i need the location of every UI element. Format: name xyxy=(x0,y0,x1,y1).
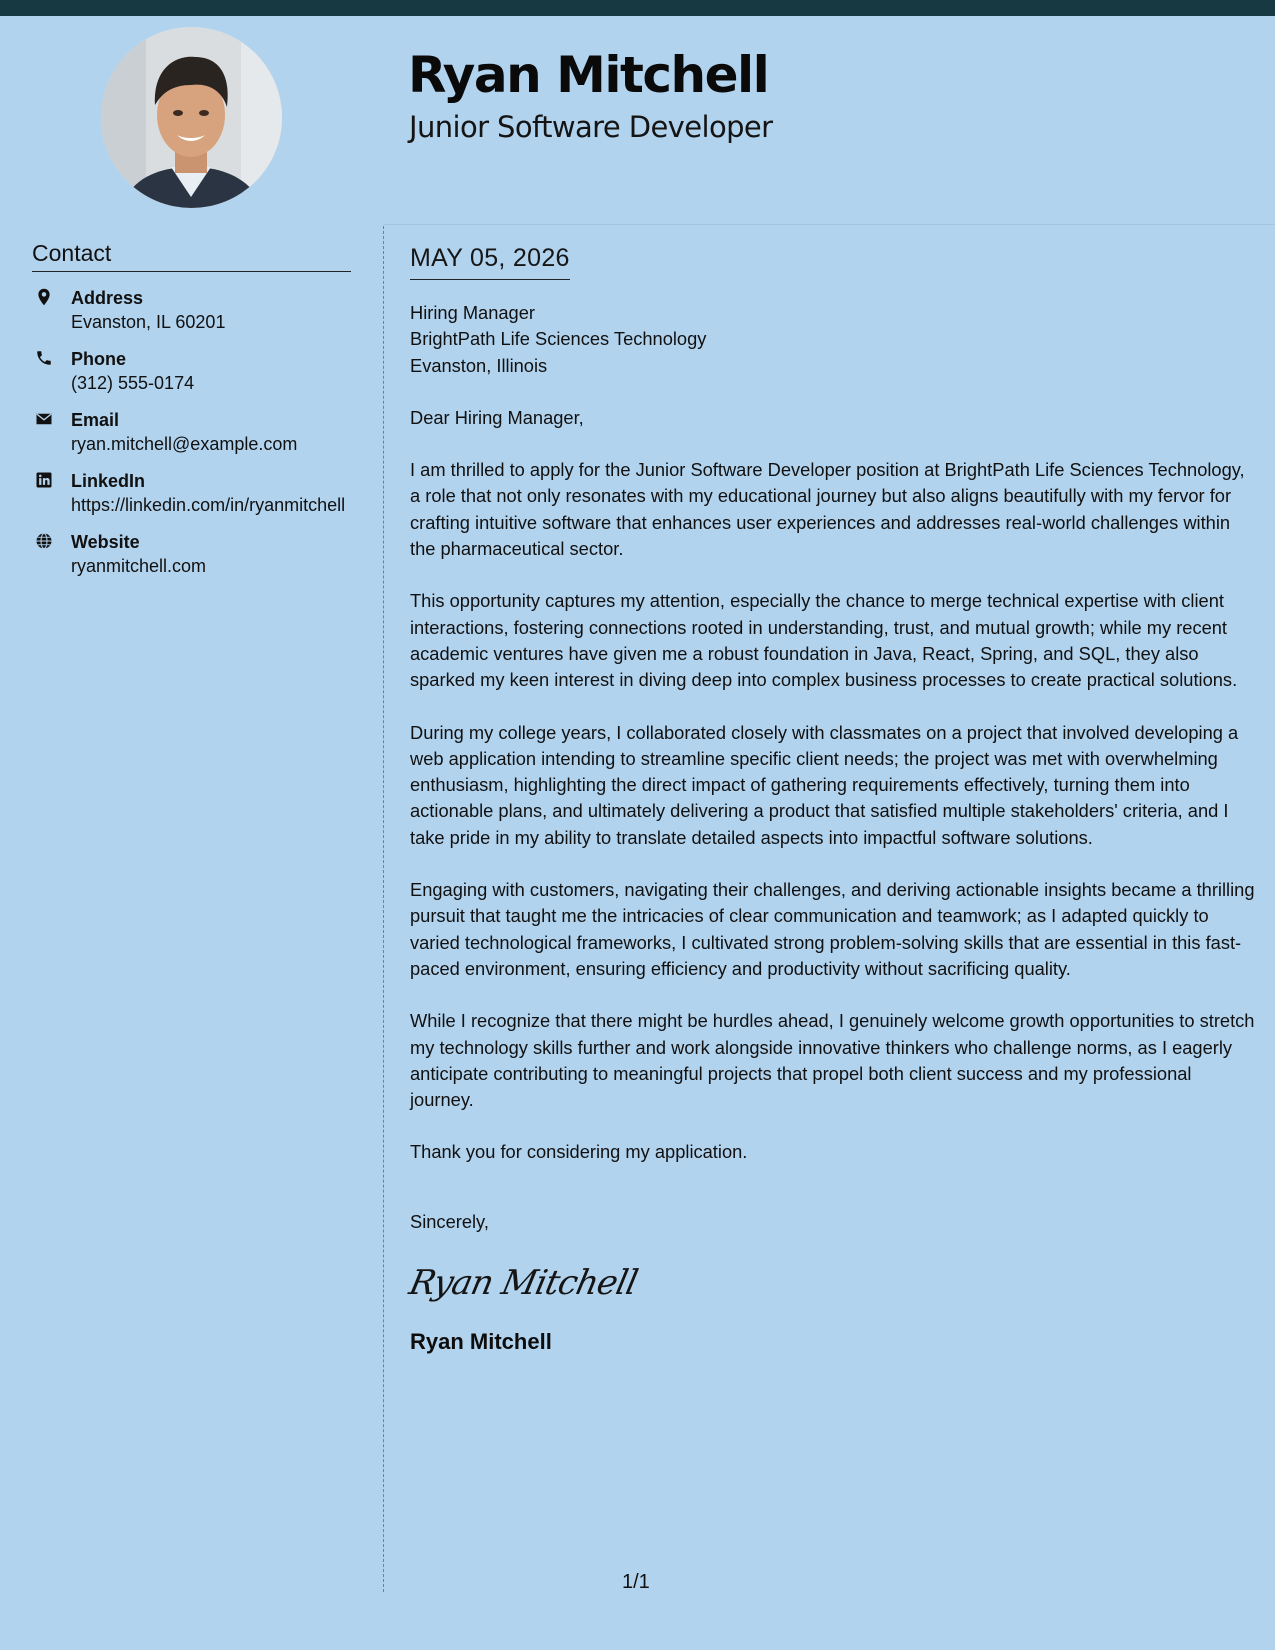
contact-address xyxy=(32,286,351,334)
signature: Ryan Mitchell xyxy=(405,1263,641,1304)
contact-label: LinkedIn xyxy=(71,471,146,491)
contact-label: Phone xyxy=(71,349,127,369)
contact-value[interactable]: ryan.mitchell@example.com xyxy=(71,434,298,454)
contact-linkedin xyxy=(32,469,351,517)
body-paragraph: During my college years, I collaborated closely with classmates on a project that involved developing a web application intending to streamline specific client needs; the project was met with overwhelming enthusiasm, highlighting the direct impact of gathering requirements effectively, turning them into actionable plans, and ultimately delivering a product that satisfied multiple stakeholders' criteria, and I take pride in my ability to translate detailed aspects into impactful software solutions. xyxy=(410,721,1239,848)
contact-phone xyxy=(32,347,351,395)
header-divider xyxy=(384,224,1275,225)
phone-icon xyxy=(35,349,53,367)
contact-value[interactable]: https://linkedin.com/in/ryanmitchell xyxy=(71,495,346,515)
column-divider xyxy=(383,226,384,1592)
body-paragraph: Thank you for considering my application. xyxy=(410,1141,748,1163)
recipient-line: Evanston, Illinois xyxy=(410,354,548,376)
contact-value: (312) 555-0174 xyxy=(71,373,195,393)
closing: Sincerely, xyxy=(410,1210,489,1232)
body-paragraph: I am thrilled to apply for the Junior Software Developer position at BrightPath Life Sciences Technology, a role that not only resonates with my educational journey but also aligns beautifully with my fervor for crafting intuitive software that enhances user experiences and addresses real-world challenges within the pharmaceutical sector. xyxy=(410,459,1245,560)
globe-icon xyxy=(35,532,53,550)
body-paragraph: This opportunity captures my attention, especially the chance to merge technical expertise with client interactions, fostering connections rooted in understanding, trust, and mutual growth; while my recent academic ventures have given me a robust foundation in Java, React, Spring, and SQL, they also sparked my keen interest in diving deep into complex business processes to create practical solutions. xyxy=(410,590,1238,691)
contact-sidebar xyxy=(32,240,351,578)
job-title: Junior Software Developer xyxy=(409,110,773,144)
envelope-icon xyxy=(35,410,53,428)
contact-label: Website xyxy=(71,532,140,552)
contact-value[interactable]: ryanmitchell.com xyxy=(71,556,207,576)
contact-value: Evanston, IL 60201 xyxy=(71,312,226,332)
profile-photo xyxy=(101,27,282,208)
page-number: 1/1 xyxy=(622,1571,650,1593)
letter-body xyxy=(405,244,1255,1355)
contact-label: Address xyxy=(71,288,144,308)
contact-email xyxy=(32,408,351,456)
recipient-block xyxy=(410,300,1255,379)
recipient-line: BrightPath Life Sciences Technology xyxy=(410,328,707,350)
top-bar xyxy=(0,0,1275,16)
letter-date: MAY 05, 2026 xyxy=(410,244,570,280)
avatar xyxy=(101,27,282,208)
recipient-line: Hiring Manager xyxy=(410,302,535,323)
body-paragraph: While I recognize that there might be hurdles ahead, I genuinely welcome growth opportunities to stretch my technology skills further and work alongside innovative thinkers who challenge norms, as I eagerly anticipate contributing to meaningful projects that propel both client success and my professional journey. xyxy=(410,1010,1255,1111)
salutation: Dear Hiring Manager, xyxy=(410,406,584,428)
contact-website xyxy=(32,530,351,578)
contact-heading: Contact xyxy=(32,240,351,272)
signer-name: Ryan Mitchell xyxy=(410,1329,552,1355)
map-pin-icon xyxy=(35,288,53,306)
body-paragraph: Engaging with customers, navigating their challenges, and deriving actionable insights became a thrilling pursuit that taught me the intricacies of clear communication and teamwork; as I adapted quickly to varied technological frameworks, I cultivated strong problem-solving skills that are essential in this fast-paced environment, ensuring efficiency and productivity without sacrificing quality. xyxy=(410,879,1255,979)
linkedin-icon xyxy=(35,471,53,489)
contact-label: Email xyxy=(71,410,120,430)
applicant-name: Ryan Mitchell xyxy=(408,46,769,104)
